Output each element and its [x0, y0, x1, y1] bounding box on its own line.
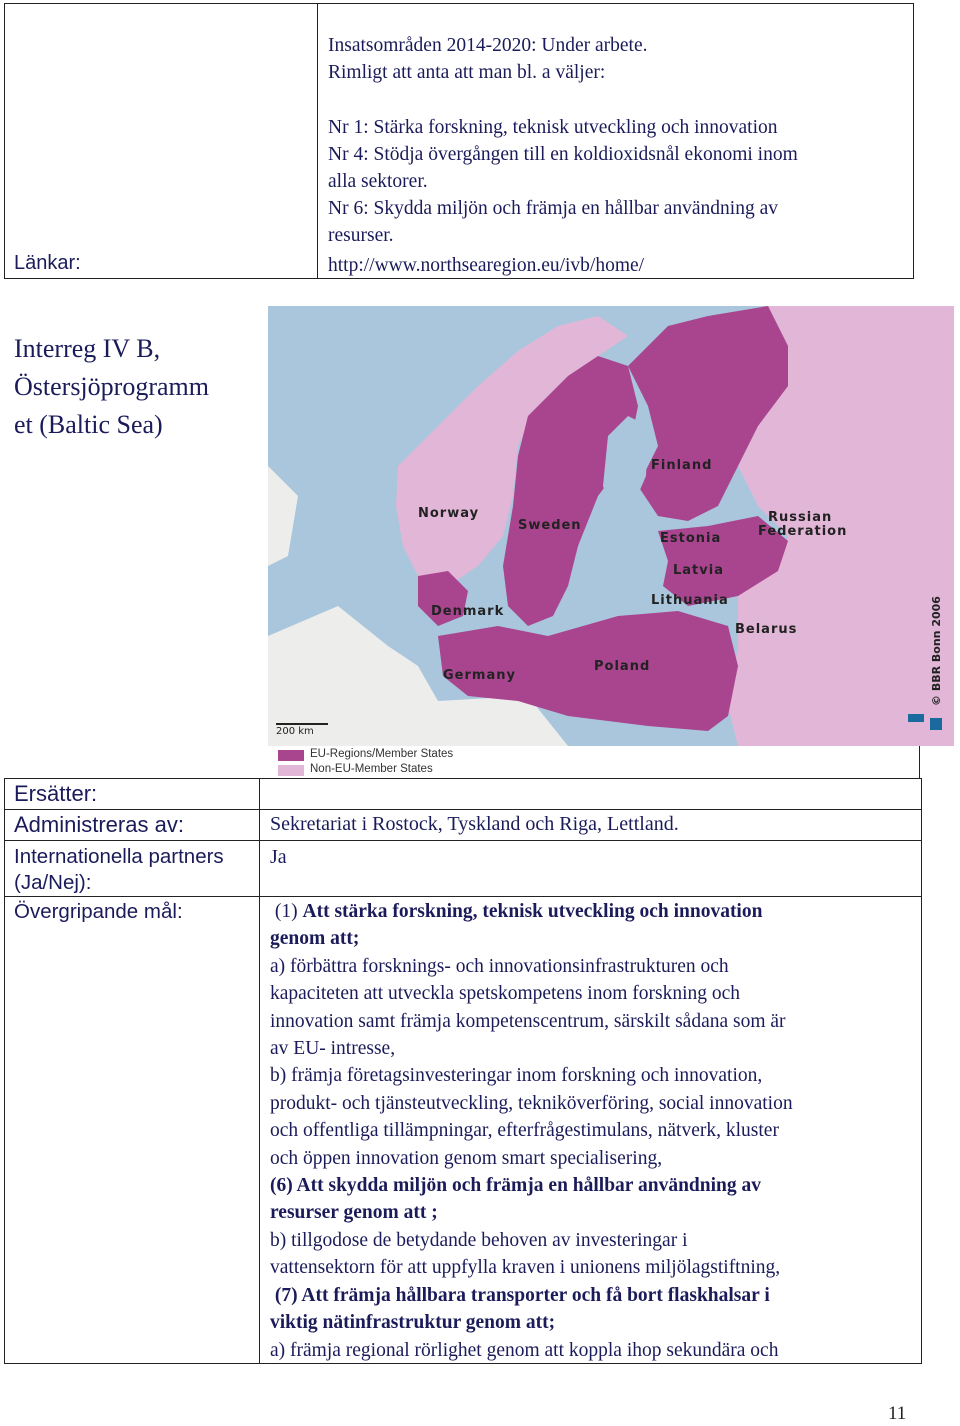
goal-line: b) främja företagsinvesteringar inom forskning och innovation, [270, 1065, 763, 1087]
goal-line: produkt- och tjänsteutveckling, tekniköverföring, social innovation [270, 1092, 793, 1114]
map-label-denmark: Denmark [431, 604, 505, 619]
baltic-sea-map [268, 306, 954, 746]
program-title-line: Interreg IV B, [14, 334, 161, 363]
goal-1-number: (1) [274, 901, 303, 922]
table-rule [4, 840, 922, 841]
map-label-russian: Russian [768, 510, 833, 525]
table-rule [4, 896, 922, 897]
map-label-norway: Norway [418, 506, 480, 521]
goal-line: kapaciteten att utveckla spetskompetens inom forskning och [270, 983, 741, 1005]
goal-line: b) tillgodose de betydande behoven av investeringar i [270, 1229, 688, 1251]
goal-1-title: Att stärka forskning, teknisk utveckling och innovation [302, 901, 763, 922]
administreras-value: Sekretariat i Rostock, Tyskland och Riga, Lettland. [270, 813, 679, 835]
map-label-estonia: Estonia [660, 531, 722, 546]
table-divider [259, 778, 260, 1364]
goal-6-title-cont: resurser genom att ; [270, 1202, 438, 1224]
map-label-finland: Finland [651, 458, 713, 473]
map-label-belarus: Belarus [735, 622, 798, 637]
bbr-logo [908, 714, 924, 722]
goal-1-heading [270, 898, 915, 925]
bbr-logo [930, 718, 942, 730]
map-label-poland: Poland [594, 659, 651, 674]
lankar-label: Länkar: [14, 252, 81, 274]
page-number: 11 [888, 1403, 907, 1424]
insatsomraden-line: Nr 1: Stärka forskning, teknisk utveckling och innovation [328, 117, 778, 138]
map-label-latvia: Latvia [673, 563, 724, 578]
goal-line: och öppen innovation genom smart specialisering, [270, 1147, 663, 1169]
goal-line: innovation samt främja kompetenscentrum, särskilt sådana som är [270, 1010, 786, 1032]
scale-label: 200 km [276, 726, 314, 737]
map-label-federation: Federation [758, 524, 848, 539]
ersatter-label: Ersätter: [14, 781, 98, 806]
goals-text [270, 898, 915, 1364]
legend-non-eu-label: Non-EU-Member States [310, 763, 433, 775]
administreras-label: Administreras av: [14, 812, 184, 837]
insatsomraden-line: Rimligt att anta att man bl. a väljer: [328, 62, 606, 83]
insatsomraden-line: Nr 6: Skydda miljön och främja en hållbar användning av [328, 198, 779, 219]
goal-line: av EU- intresse, [270, 1038, 396, 1060]
goal-line: a) förbättra forsknings- och innovationsinfrastrukturen och [270, 955, 729, 977]
goal-7-title-cont: viktig nätinfrastruktur genom att; [270, 1312, 556, 1334]
overgripande-mal-label: Övergripande mål: [14, 900, 183, 923]
program-title-line: et (Baltic Sea) [14, 410, 163, 439]
table-divider [317, 3, 318, 279]
insatsomraden-line: resurser. [328, 225, 394, 246]
map-label-lithuania: Lithuania [651, 593, 729, 608]
insatsomraden-line: Nr 4: Stödja övergången till en koldioxidsnål ekonomi inom [328, 144, 798, 165]
partners-value: Ja [270, 846, 287, 868]
goal-7-title: (7) Att främja hållbara transporter och få bort flaskhalsar i [270, 1284, 770, 1306]
map-svg [268, 306, 954, 746]
map-label-sweden: Sweden [518, 518, 582, 533]
legend-eu-swatch [278, 750, 304, 761]
legend-eu-label: EU-Regions/Member States [310, 748, 454, 760]
legend-non-eu-swatch [278, 765, 304, 776]
map-copyright: © BBR Bonn 2006 [930, 596, 943, 706]
northsearegion-link[interactable]: http://www.northsearegion.eu/ivb/home/ [328, 255, 645, 276]
program-title-line: Östersjöprogramm [14, 372, 209, 401]
insatsomraden-line: Insatsområden 2014-2020: Under arbete. [328, 35, 648, 56]
goal-6-title: (6) Att skydda miljön och främja en hållbar användning av [270, 1175, 762, 1197]
goal-1-title-cont: genom att; [270, 928, 360, 950]
goal-line: och offentliga tillämpningar, efterfrågestimulans, nätverk, kluster [270, 1120, 779, 1142]
insatsomraden-line: alla sektorer. [328, 171, 428, 192]
partners-label: Internationella partners [14, 845, 224, 868]
goal-line: vattensektorn för att uppfylla kraven i unionens miljölagstiftning, [270, 1257, 781, 1279]
goal-line: a) främja regional rörlighet genom att koppla ihop sekundära och [270, 1339, 779, 1361]
program-title [14, 330, 254, 444]
map-label-germany: Germany [443, 668, 516, 683]
partners-label-2: (Ja/Nej): [14, 871, 92, 894]
table-rule [4, 778, 922, 779]
table-rule [4, 809, 922, 810]
